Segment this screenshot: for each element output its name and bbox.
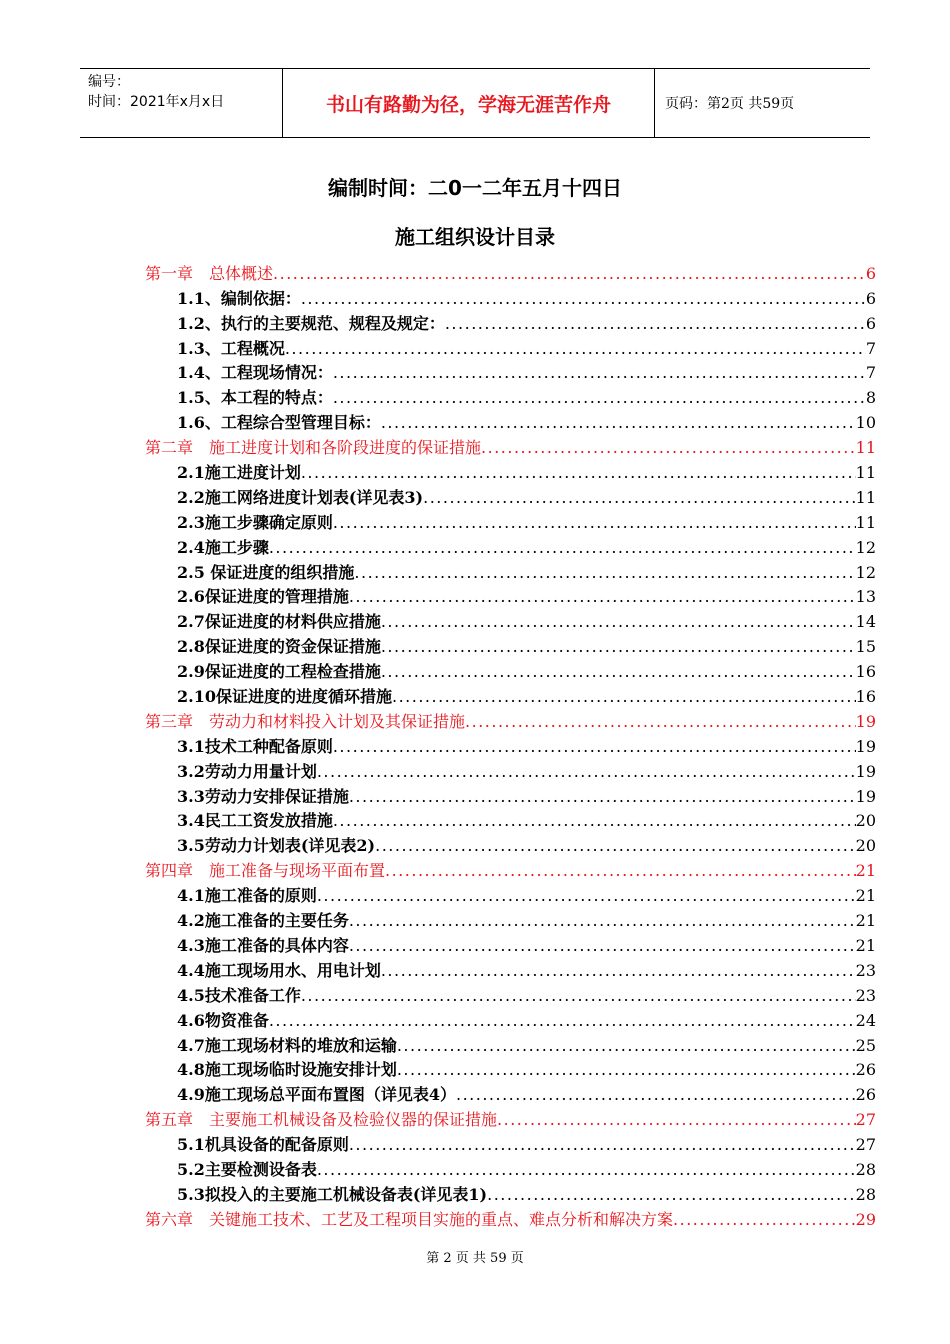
toc-entry-label: 2.2施工网络进度计划表(详见表3) — [177, 487, 424, 507]
toc-entry-label: 第六章 关键施工技术、工艺及工程项目实施的重点、难点分析和解决方案 — [145, 1209, 674, 1229]
toc-leader-dots — [349, 587, 856, 607]
toc-chapter-entry[interactable] — [145, 856, 876, 881]
toc-leader-dots — [301, 289, 866, 309]
toc-leader-dots — [385, 861, 856, 881]
toc-entry-page: 11 — [855, 438, 876, 458]
toc-leader-dots — [481, 438, 856, 458]
toc-section-entry[interactable] — [145, 334, 876, 359]
toc-entry-page: 11 — [855, 487, 876, 507]
toc-entry-page: 27 — [855, 1110, 876, 1130]
toc-entry-label: 第二章 施工进度计划和各阶段进度的保证措施 — [145, 438, 482, 458]
toc-entry-page: 15 — [855, 637, 876, 657]
toc-section-entry[interactable] — [145, 1180, 876, 1205]
toc-entry-page: 23 — [855, 960, 876, 980]
toc-section-entry[interactable] — [145, 558, 876, 583]
toc-entry-page: 29 — [855, 1209, 876, 1229]
toc-title: 施工组织设计目录 — [395, 225, 555, 249]
header-time-label: 时间：2021年x月x日 — [88, 94, 225, 110]
toc-entry-page: 16 — [855, 662, 876, 682]
toc-leader-dots — [285, 339, 866, 359]
toc-section-entry[interactable] — [145, 782, 876, 807]
toc-leader-dots — [333, 737, 856, 757]
toc-entry-page: 8 — [865, 388, 876, 408]
toc-entry-label: 1.5、本工程的特点： — [177, 388, 333, 408]
toc-leader-dots — [381, 413, 856, 433]
toc-entry-page: 25 — [855, 1035, 876, 1055]
page-footer: 第 2 页 共 59 页 — [426, 1251, 524, 1266]
toc-leader-dots — [392, 687, 856, 707]
header-motto: 书山有路勤为径，学海无涯苦作舟 — [283, 69, 655, 137]
toc-entry-label: 1.3、工程概况 — [177, 338, 285, 358]
toc-entry-page: 12 — [855, 562, 876, 582]
toc-section-entry[interactable] — [145, 831, 876, 856]
toc-entry-label: 2.7保证进度的材料供应措施 — [177, 612, 381, 632]
toc-section-entry[interactable] — [145, 383, 876, 408]
toc-section-entry[interactable] — [145, 931, 876, 956]
toc-section-entry[interactable] — [145, 1006, 876, 1031]
toc-entry-page: 21 — [855, 861, 876, 881]
toc-section-entry[interactable] — [145, 732, 876, 757]
toc-section-entry[interactable] — [145, 533, 876, 558]
toc-section-entry[interactable] — [145, 1031, 876, 1056]
toc-section-entry[interactable] — [145, 408, 876, 433]
toc-entry-label: 4.6物资准备 — [177, 1010, 269, 1030]
toc-leader-dots — [497, 1110, 856, 1130]
toc-leader-dots — [445, 314, 866, 334]
toc-entry-label: 1.4、工程现场情况： — [177, 363, 333, 383]
toc-leader-dots — [349, 1135, 856, 1155]
toc-leader-dots — [317, 886, 856, 906]
toc-leader-dots — [333, 363, 866, 383]
toc-leader-dots — [301, 986, 856, 1006]
toc-entry-page: 7 — [865, 338, 876, 358]
toc-entry-page: 21 — [855, 911, 876, 931]
toc-entry-page: 20 — [855, 811, 876, 831]
toc-entry-label: 3.2劳动力用量计划 — [177, 761, 317, 781]
toc-entry-label: 3.3劳动力安排保证措施 — [177, 786, 349, 806]
table-of-contents — [145, 259, 876, 1230]
toc-entry-label: 5.3拟投入的主要施工机械设备表(详见表1) — [177, 1184, 488, 1204]
toc-leader-dots — [333, 811, 856, 831]
toc-entry-label: 1.2、执行的主要规范、规程及规定： — [177, 313, 445, 333]
toc-section-entry[interactable] — [145, 906, 876, 931]
toc-entry-label: 2.5 保证进度的组织措施 — [177, 562, 355, 582]
toc-chapter-entry[interactable] — [145, 707, 876, 732]
toc-section-entry[interactable] — [145, 956, 876, 981]
toc-chapter-entry[interactable] — [145, 433, 876, 458]
toc-entry-label: 3.1技术工种配备原则 — [177, 736, 333, 756]
toc-section-entry[interactable] — [145, 657, 876, 682]
toc-leader-dots — [301, 463, 856, 483]
toc-entry-label: 4.9施工现场总平面布置图（详见表4） — [177, 1085, 456, 1105]
toc-leader-dots — [381, 961, 856, 981]
toc-entry-label: 2.6保证进度的管理措施 — [177, 587, 349, 607]
toc-section-entry[interactable] — [145, 583, 876, 608]
toc-leader-dots — [317, 1160, 856, 1180]
toc-entry-page: 6 — [865, 288, 876, 308]
toc-leader-dots — [333, 513, 856, 533]
toc-leader-dots — [381, 662, 856, 682]
toc-section-entry[interactable] — [145, 309, 876, 334]
toc-entry-page: 7 — [865, 363, 876, 383]
toc-leader-dots — [465, 712, 856, 732]
toc-entry-label: 4.3施工准备的具体内容 — [177, 935, 349, 955]
toc-chapter-entry[interactable] — [145, 1205, 876, 1230]
toc-section-entry[interactable] — [145, 1056, 876, 1081]
toc-leader-dots — [381, 637, 856, 657]
toc-leader-dots — [423, 488, 856, 508]
toc-entry-page: 6 — [865, 263, 876, 283]
header-number-label: 编号： — [88, 74, 130, 90]
toc-leader-dots — [269, 1011, 856, 1031]
toc-entry-page: 28 — [855, 1159, 876, 1179]
toc-leader-dots — [673, 1210, 856, 1230]
toc-entry-label: 2.9保证进度的工程检查措施 — [177, 662, 381, 682]
toc-section-entry[interactable] — [145, 757, 876, 782]
toc-entry-page: 19 — [855, 761, 876, 781]
toc-entry-label: 第一章 总体概述 — [145, 263, 274, 283]
toc-entry-page: 24 — [855, 1010, 876, 1030]
compile-time: 编制时间：二0一二年五月十四日 — [328, 176, 622, 200]
toc-entry-page: 23 — [855, 985, 876, 1005]
toc-entry-page: 28 — [855, 1184, 876, 1204]
toc-entry-page: 12 — [855, 537, 876, 557]
toc-entry-page: 6 — [865, 313, 876, 333]
toc-leader-dots — [397, 1060, 856, 1080]
toc-entry-label: 2.4施工步骤 — [177, 537, 269, 557]
toc-entry-label: 4.5技术准备工作 — [177, 985, 301, 1005]
header-meta — [80, 69, 283, 137]
toc-leader-dots — [349, 936, 856, 956]
toc-leader-dots — [397, 1036, 856, 1056]
toc-entry-label: 4.8施工现场临时设施安排计划 — [177, 1060, 397, 1080]
toc-entry-label: 1.6、工程综合型管理目标： — [177, 413, 381, 433]
toc-entry-label: 4.4施工现场用水、用电计划 — [177, 960, 381, 980]
toc-leader-dots — [349, 787, 856, 807]
toc-leader-dots — [317, 762, 856, 782]
toc-entry-label: 2.1施工进度计划 — [177, 463, 301, 483]
toc-leader-dots — [375, 836, 856, 856]
toc-entry-label: 2.3施工步骤确定原则 — [177, 512, 333, 532]
toc-leader-dots — [269, 538, 856, 558]
toc-entry-label: 4.2施工准备的主要任务 — [177, 911, 349, 931]
toc-leader-dots — [354, 563, 855, 583]
toc-section-entry[interactable] — [145, 881, 876, 906]
toc-entry-label: 3.4民工工资发放措施 — [177, 811, 333, 831]
toc-entry-label: 第三章 劳动力和材料投入计划及其保证措施 — [145, 711, 466, 731]
toc-entry-page: 19 — [855, 736, 876, 756]
toc-section-entry[interactable] — [145, 359, 876, 384]
toc-section-entry[interactable] — [145, 632, 876, 657]
toc-entry-label: 3.5劳动力计划表(详见表2) — [177, 836, 376, 856]
toc-leader-dots — [456, 1085, 856, 1105]
toc-leader-dots — [273, 264, 866, 284]
toc-entry-label: 2.10保证进度的进度循环措施 — [177, 687, 392, 707]
toc-entry-page: 20 — [855, 836, 876, 856]
toc-entry-label: 第四章 施工准备与现场平面布置 — [145, 861, 386, 881]
toc-entry-label: 4.1施工准备的原则 — [177, 886, 317, 906]
toc-leader-dots — [349, 911, 856, 931]
header-page-info: 页码：第2页 共59页 — [665, 96, 795, 112]
toc-entry-page: 21 — [855, 935, 876, 955]
toc-section-entry[interactable] — [145, 807, 876, 832]
toc-section-entry[interactable] — [145, 458, 876, 483]
toc-entry-page: 11 — [855, 463, 876, 483]
toc-entry-page: 11 — [855, 512, 876, 532]
toc-leader-dots — [381, 612, 856, 632]
toc-section-entry[interactable] — [145, 981, 876, 1006]
toc-section-entry[interactable] — [145, 1130, 876, 1155]
toc-chapter-entry[interactable] — [145, 259, 876, 284]
toc-section-entry[interactable] — [145, 1155, 876, 1180]
toc-section-entry[interactable] — [145, 607, 876, 632]
toc-leader-dots — [333, 388, 866, 408]
toc-entry-page: 27 — [855, 1135, 876, 1155]
toc-section-entry[interactable] — [145, 483, 876, 508]
toc-entry-page: 10 — [855, 413, 876, 433]
toc-section-entry[interactable] — [145, 508, 876, 533]
toc-entry-page: 19 — [855, 711, 876, 731]
toc-entry-page: 16 — [855, 687, 876, 707]
toc-entry-label: 1.1、编制依据： — [177, 288, 301, 308]
toc-leader-dots — [487, 1185, 856, 1205]
toc-entry-page: 26 — [855, 1085, 876, 1105]
page-header — [80, 68, 870, 138]
toc-section-entry[interactable] — [145, 682, 876, 707]
toc-entry-page: 14 — [855, 612, 876, 632]
toc-entry-label: 2.8保证进度的资金保证措施 — [177, 637, 381, 657]
toc-entry-label: 5.1机具设备的配备原则 — [177, 1135, 349, 1155]
toc-section-entry[interactable] — [145, 1080, 876, 1105]
toc-section-entry[interactable] — [145, 284, 876, 309]
toc-entry-label: 第五章 主要施工机械设备及检验仪器的保证措施 — [145, 1110, 498, 1130]
toc-entry-page: 26 — [855, 1060, 876, 1080]
toc-entry-label: 4.7施工现场材料的堆放和运输 — [177, 1035, 397, 1055]
toc-entry-label: 5.2主要检测设备表 — [177, 1159, 317, 1179]
toc-entry-page: 21 — [855, 886, 876, 906]
toc-entry-page: 13 — [855, 587, 876, 607]
toc-chapter-entry[interactable] — [145, 1105, 876, 1130]
toc-entry-page: 19 — [855, 786, 876, 806]
